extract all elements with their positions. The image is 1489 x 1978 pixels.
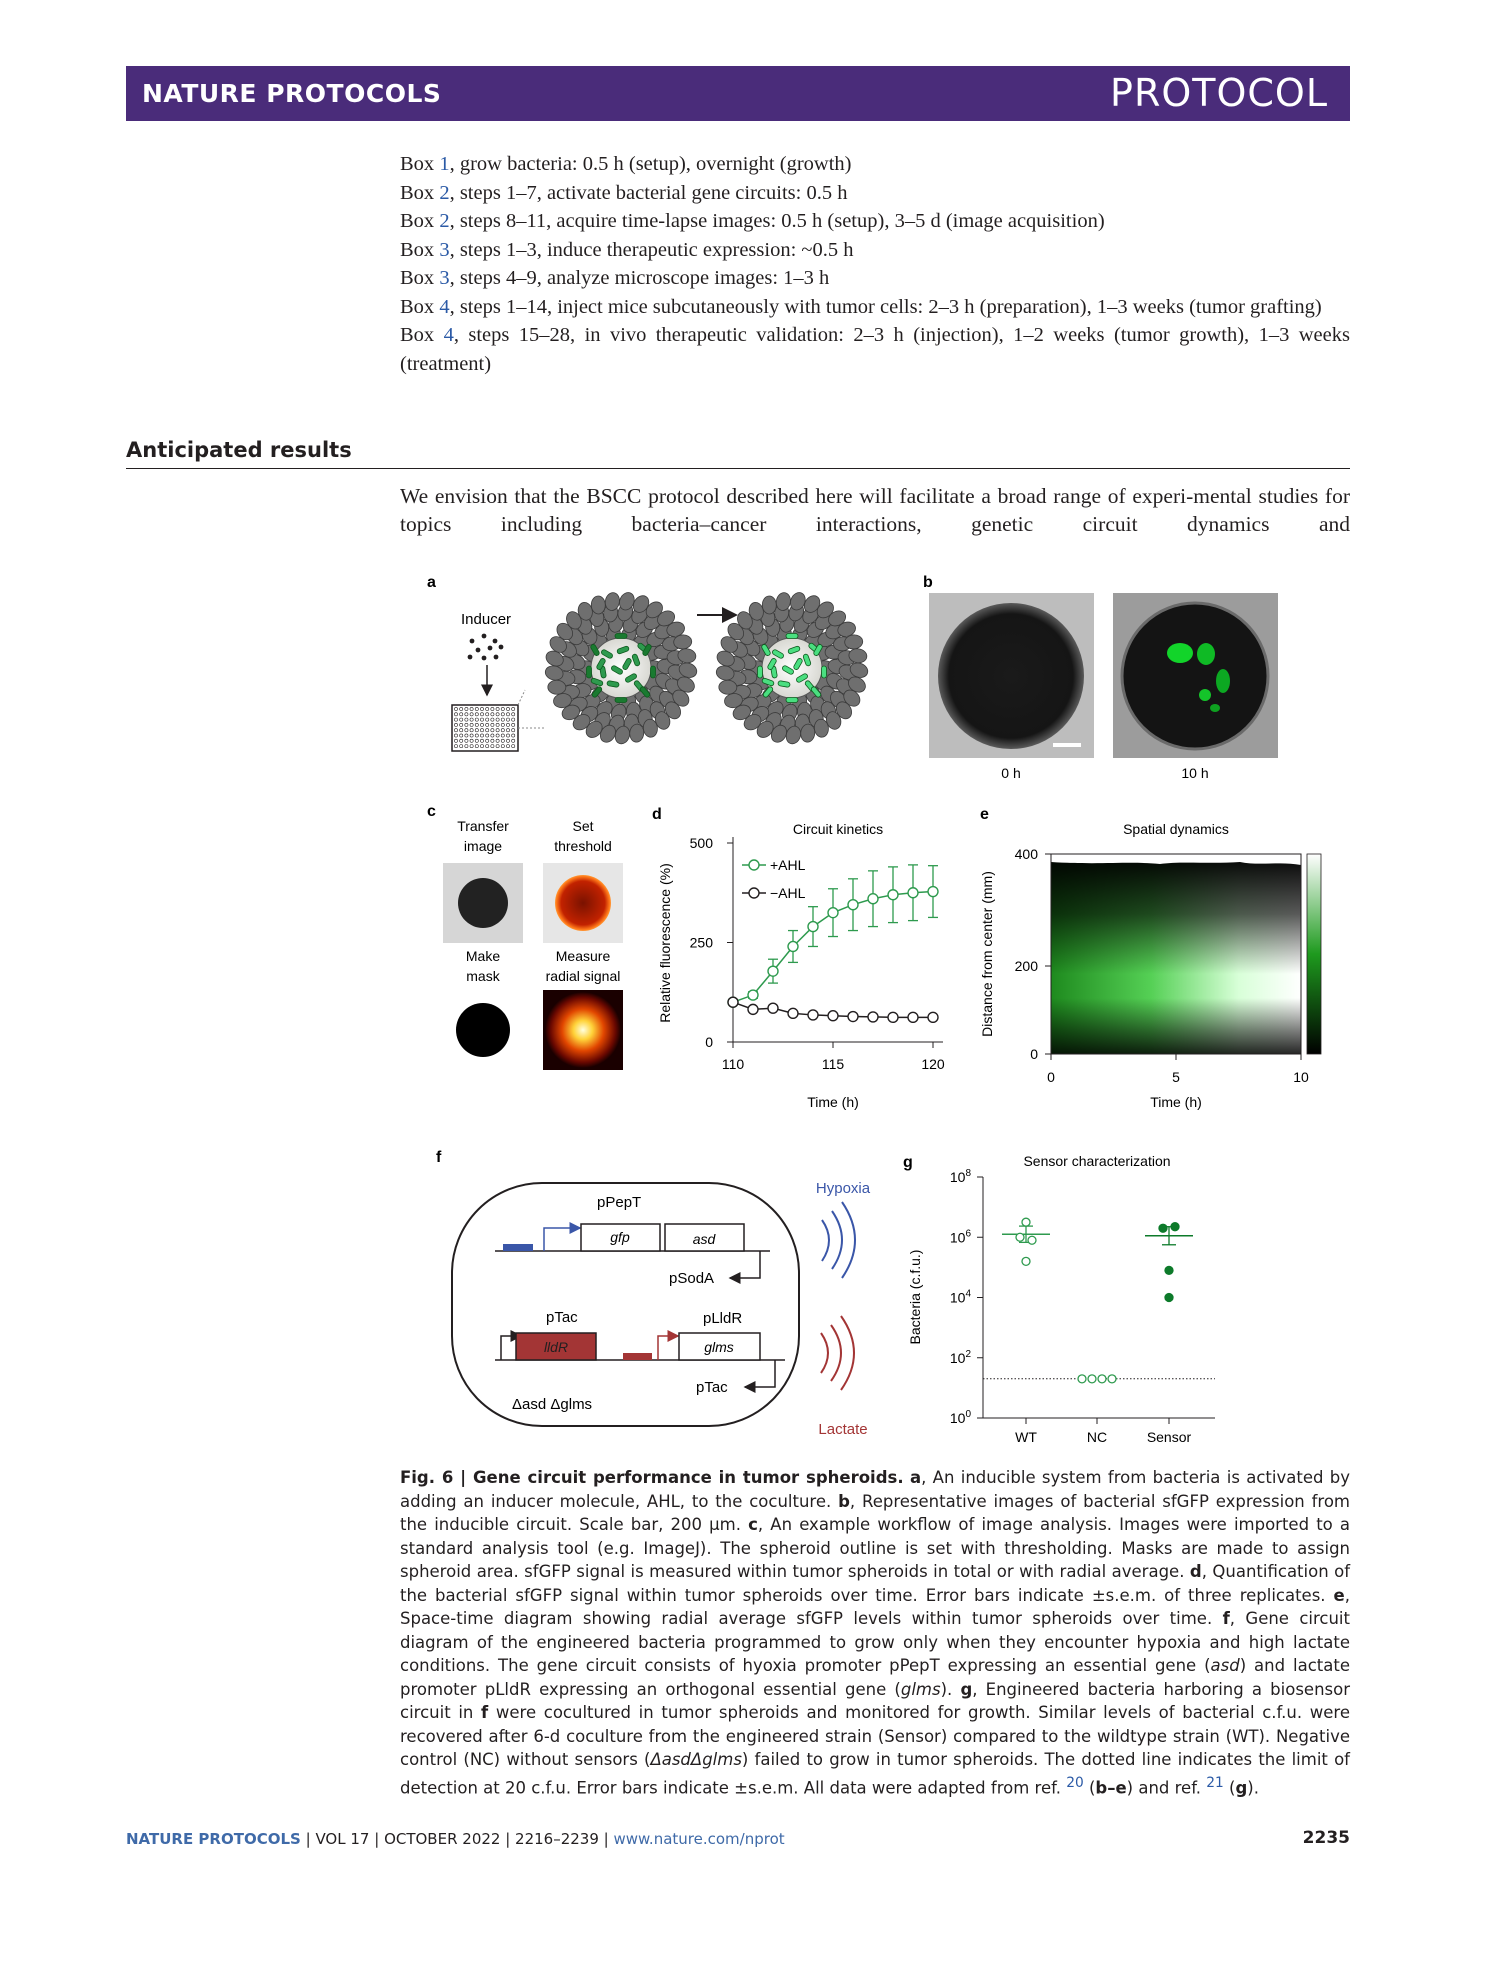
caption-italic-asd: asd (1210, 1656, 1240, 1675)
pSodA-arrow (730, 1251, 760, 1278)
promoter-block-red (623, 1353, 652, 1360)
data-point (788, 1008, 798, 1018)
box-ref-link[interactable]: 2 (439, 181, 450, 204)
x-tick-label: 115 (821, 1056, 845, 1072)
data-point (868, 894, 878, 904)
step-mask-label: Make mask (465, 948, 501, 984)
y-tick-label: 0 (705, 1034, 713, 1050)
y-tick-label: $10^4$ (949, 1288, 971, 1306)
y-axis-label: Relative fluorescence (%) (657, 863, 673, 1023)
caption-italic-strain: ΔasdΔglms (650, 1750, 742, 1769)
caption-label-d: d (1189, 1562, 1202, 1581)
caption-italic-glms: glms (900, 1679, 941, 1699)
lactate-waves (821, 1316, 854, 1390)
data-point (1159, 1224, 1167, 1232)
data-point (848, 1012, 858, 1022)
data-point (928, 887, 938, 897)
timing-list (400, 150, 1350, 378)
figure-svg (400, 565, 1350, 1455)
footer-url-link[interactable]: www.nature.com/nprot (613, 1830, 785, 1848)
timing-line (400, 236, 1350, 265)
timing-prefix: Box (400, 295, 440, 318)
box-ref-link[interactable]: 4 (439, 295, 450, 318)
data-point (728, 997, 738, 1007)
caption-ref-be: b–e (1095, 1778, 1127, 1797)
caption-text-g4: ) and ref. (1126, 1778, 1207, 1797)
bacterium (786, 634, 798, 639)
data-point (1098, 1375, 1106, 1383)
footer-volume: VOL 17 (315, 1830, 370, 1848)
data-point (1016, 1233, 1024, 1241)
data-point (1078, 1375, 1086, 1383)
data-point (748, 990, 758, 1000)
tumor-cell (548, 680, 567, 695)
pTac-label: pTac (546, 1309, 578, 1326)
section-type: PROTOCOL (1110, 71, 1328, 115)
glms-gene-label: glms (704, 1339, 734, 1355)
y-tick-label: 250 (689, 934, 713, 951)
thumb-threshold (543, 863, 623, 943)
timing-text: , steps 1–7, activate bacterial gene circuits: 0.5 h (449, 181, 848, 204)
chart-e-xlabel: Time (h) (1150, 1094, 1202, 1110)
tumor-cell (719, 680, 738, 695)
spheroid-before (543, 590, 698, 746)
data-point (868, 1012, 878, 1022)
gene-circuit-diagram (452, 1183, 799, 1426)
thumb-transfer-image (443, 863, 523, 943)
caption-ref-f: f (481, 1703, 489, 1722)
caption-text-g3: ) failed to grow in tumor spheroids. The dotted line indicates the limit of detection at 20 c.f.u. Error bars indicate ±s.e.m. All data were adapted from ref. (400, 1750, 1350, 1797)
pTac2-label: pTac (696, 1379, 728, 1396)
data-point (928, 1012, 938, 1022)
lldR-gene-label: lldR (543, 1339, 569, 1355)
timing-text: , grow bacteria: 0.5 h (setup), overnight (growth) (449, 153, 852, 175)
panel-label-g: g (903, 1154, 913, 1171)
caption-ref-21[interactable]: 21 (1206, 1774, 1224, 1791)
chart-g-title: Sensor characterization (1023, 1153, 1171, 1169)
journal-name: NATURE PROTOCOLS (142, 79, 442, 108)
box-ref-link[interactable]: 1 (439, 153, 450, 175)
caption-label-c: c (748, 1515, 758, 1534)
data-point (1171, 1223, 1179, 1231)
bacterium (587, 666, 592, 678)
y-tick-label: $10^8$ (949, 1168, 971, 1185)
timing-line (400, 293, 1350, 322)
caption-text-g1: , Engineered bacteria harboring a biosensor circuit in (400, 1679, 1350, 1722)
chart-e-title: Spatial dynamics (1123, 821, 1229, 837)
chart-circuit-kinetics (657, 821, 945, 1110)
timing-prefix: Box (400, 238, 440, 261)
x-tick-label: NC (1086, 1429, 1108, 1445)
page-number: 2235 (1302, 1828, 1350, 1848)
promoter-block-blue (503, 1244, 533, 1251)
pSodA-label: pSodA (669, 1270, 715, 1287)
chart-e-xtick: 0 (1047, 1069, 1055, 1085)
timing-line (400, 207, 1350, 236)
timing-prefix: Box (400, 210, 440, 232)
legend-marker (749, 860, 759, 870)
legend-label: −AHL (770, 885, 806, 901)
thumb-radial-signal (543, 990, 623, 1070)
section-rule (126, 468, 1350, 469)
heatmap-spatial-dynamics (1051, 854, 1301, 1054)
pLldR-arrow (658, 1336, 678, 1360)
box-ref-link[interactable]: 2 (439, 210, 450, 232)
panel-label-b: b (923, 574, 933, 591)
hypoxia-label: Hypoxia (815, 1180, 871, 1197)
timing-text: , steps 15–28, in vivo therapeutic validation: 2–3 h (injection), 1–2 weeks (tumor growth), 1–3 weeks (treatment) (400, 324, 1350, 375)
zoom-line (518, 690, 525, 705)
data-point (768, 1003, 778, 1013)
footer-sep: | (598, 1830, 614, 1848)
step-transfer-label: Transfer image (457, 818, 509, 854)
pPepT-label: pPepT (597, 1194, 642, 1211)
panel-label-f: f (436, 1149, 442, 1166)
caption-label-e: e (1333, 1585, 1345, 1605)
chart-e-xtick: 10 (1293, 1069, 1309, 1085)
tumor-cell (591, 596, 605, 614)
chart-e-ytick: 0 (1030, 1046, 1038, 1062)
pLldR-label: pLldR (703, 1310, 743, 1327)
timing-text: , steps 1–3, induce therapeutic expression: ~0.5 h (449, 238, 854, 261)
data-point (828, 1011, 838, 1021)
bacterium (822, 666, 827, 678)
timing-prefix: Box (400, 181, 440, 204)
panel-label-a: a (427, 574, 436, 591)
caption-text-g5: ). (1247, 1778, 1259, 1797)
timing-line (400, 150, 1350, 179)
scale-bar (1053, 743, 1081, 747)
inducer-molecules (468, 634, 504, 661)
timing-text: , steps 8–11, acquire time-lapse images: 0.5 h (setup), 3–5 d (image acquisition) (449, 210, 1105, 232)
data-point (808, 1010, 818, 1020)
box-ref-link[interactable]: 3 (439, 267, 450, 289)
micrograph-0h (929, 593, 1094, 758)
bacterium (615, 634, 627, 639)
x-tick-label: 110 (721, 1056, 745, 1072)
footer-sep: | (369, 1830, 385, 1848)
header-bar (126, 66, 1350, 121)
data-point (1165, 1294, 1173, 1302)
x-tick-label: Sensor (1146, 1429, 1192, 1445)
data-point (1108, 1375, 1116, 1383)
bacterium (651, 666, 656, 678)
box-ref-link[interactable]: 3 (439, 238, 450, 261)
caption-text-c: , An example workflow of image analysis. Images were imported to a standard analysis tool (e.g. ImageJ). The spheroid outline is set with thresholding. Masks are made to assign spheroid area. sfGFP signal is measured within tumor spheroids in total or with radial average. (400, 1515, 1351, 1581)
body-paragraph: We envision that the BSCC protocol described here will facilitate a broad range of experi-mental studies for topics including bacteria–cancer interactions, genetic circuit dynamics and (400, 484, 1350, 536)
bacterium (615, 698, 627, 703)
footer-date: OCTOBER 2022 (384, 1830, 501, 1848)
well-plate (452, 705, 518, 751)
colorbar (1307, 854, 1321, 1054)
chart-d-title: Circuit kinetics (792, 821, 884, 837)
footer-sep: | (500, 1830, 516, 1848)
data-point (1088, 1375, 1096, 1383)
chart-e-ytick: 200 (1014, 958, 1038, 974)
panel-label-e: e (980, 806, 989, 823)
timing-line (400, 179, 1350, 208)
data-point (788, 941, 798, 951)
legend-marker (749, 888, 759, 898)
data-point (768, 966, 778, 976)
chart-e-ylabel: Distance from center (mm) (979, 871, 995, 1037)
timing-text: , steps 4–9, analyze microscope images: 1–3 h (449, 267, 830, 289)
data-point (848, 900, 858, 910)
data-point (888, 1012, 898, 1022)
box-ref-link[interactable]: 4 (443, 324, 454, 346)
timing-prefix: Box (400, 324, 444, 346)
footer (126, 1830, 785, 1848)
data-point (908, 888, 918, 898)
step-radial-label: Measure radial signal (545, 948, 621, 984)
data-point (1165, 1266, 1173, 1274)
footer-sep: | (300, 1830, 316, 1848)
time-10h-label: 10 h (1181, 765, 1209, 781)
caption-ref-20[interactable]: 20 (1066, 1774, 1084, 1791)
caption-text-f2: ) and lactate promoter pLldR expressing an orthogonal essential gene ( (400, 1656, 1350, 1699)
caption-text-a: , An inducible system from bacteria is activated by adding an inducer molecule, AHL, to the coculture. (400, 1468, 1351, 1511)
time-0h-label: 0 h (1001, 765, 1021, 781)
micrograph-10h (1113, 593, 1278, 758)
y-tick-label: $10^6$ (949, 1228, 971, 1246)
spheroid-after (714, 590, 869, 746)
caption-text-g2: were cocultured in tumor spheroids and monitored for growth. Similar levels of bacterial c.f.u. were recovered after 6-d coculture from the engineered strain (Sensor) compared to the wildtype strain (WT). Negative control (NC) without sensors ( (400, 1703, 1350, 1769)
panel-label-d: d (652, 806, 662, 823)
data-point (748, 1004, 758, 1014)
caption-text-b: , Representative images of bacterial sfGFP expression from the inducible circuit. Scale bar, 200 μm. (400, 1491, 1350, 1534)
figure-caption: Fig. 6 | Gene circuit performance in tumor spheroids. a, An inducible system from bacteria is activated by adding an inducer molecule, AHL, to the coculture. b, Representative images of bacterial sfGFP expression from the inducible circuit. Scale bar, 200 μm. c, An example workflow of image analysis. Images were imported to a standard analysis tool (e.g. ImageJ). The spheroid outline is set with thresholding. Masks are made to assign spheroid area. sfGFP signal is measured within tumor spheroids in total or with radial average. d, Quantification of the bacterial sfGFP signal within tumor spheroids over time. Error bars indicate ±s.e.m. of three replicates. e, Space-time diagram showing radial average sfGFP levels within tumor spheroids over time. f, Gene circuit diagram of the engineered bacteria programmed to grow only when they encounter hypoxia and high lactate conditions. The gene circuit consists of hyoxia promoter pPepT expressing an essential gene (asd) and lactate promoter pLldR expressing an orthogonal essential gene (glms). g, Engineered bacteria harboring a biosensor circuit in f were cocultured in tumor spheroids and monitored for growth. Similar levels of bacterial c.f.u. were recovered after 6-d coculture from the engineered strain (Sensor) compared to the wildtype strain (WT). Negative control (NC) without sensors (ΔasdΔglms) failed to grow in tumor spheroids. The dotted line indicates the limit of detection at 20 c.f.u. Error bars indicate ±s.e.m. All data were adapted from ref. $^{20}$ (b–e) and ref. $^{21}$ (g). (400, 1468, 1351, 1797)
caption-label-a: a (909, 1468, 922, 1487)
panel-label-c: c (427, 803, 436, 820)
data-point (808, 922, 818, 932)
caption-ref-g: g (1235, 1778, 1248, 1797)
data-point (1022, 1218, 1030, 1226)
caption-label-g: g (960, 1679, 973, 1699)
caption-text-f1: , Gene circuit diagram of the engineered bacteria programmed to grow only when they encounter hypoxia and high lactate conditions. The gene circuit consists of hyoxia promoter pPepT expressing an essential gene ( (400, 1609, 1350, 1675)
chart-e-xtick: 5 (1172, 1069, 1180, 1085)
hypoxia-waves (822, 1202, 855, 1278)
section-heading: Anticipated results (126, 438, 352, 462)
bacterium (758, 666, 763, 678)
cell-outline (452, 1183, 799, 1426)
y-axis-label: Bacteria (c.f.u.) (907, 1249, 923, 1345)
caption-text-d: , Quantification of the bacterial sfGFP signal within tumor spheroids over time. Error bars indicate ±s.e.m. of three replicates. (400, 1562, 1351, 1605)
step-threshold-label: Set threshold (554, 818, 612, 854)
x-tick-label: WT (1015, 1429, 1037, 1445)
timing-prefix: Box (400, 153, 440, 175)
timing-prefix: Box (400, 267, 440, 289)
timing-line (400, 321, 1350, 378)
timing-line (400, 264, 1350, 293)
tumor-cell (762, 596, 776, 614)
y-tick-label: $10^2$ (949, 1348, 971, 1366)
data-point (828, 908, 838, 918)
y-tick-label: $10^0$ (949, 1409, 971, 1426)
gfp-gene-label: gfp (610, 1229, 630, 1245)
data-point (908, 1012, 918, 1022)
legend-label: +AHL (770, 857, 806, 873)
x-tick-label: 120 (921, 1056, 945, 1072)
inducer-label: Inducer (461, 611, 512, 628)
thumb-mask (456, 1003, 510, 1057)
footer-journal: NATURE PROTOCOLS (126, 1830, 301, 1848)
asd-gene-label: asd (692, 1231, 716, 1247)
y-tick-label: 500 (689, 835, 713, 851)
lactate-label: Lactate (818, 1421, 868, 1438)
footer-pages: 2216–2239 (515, 1830, 599, 1848)
caption-text-e: , Space-time diagram showing radial average sfGFP levels within tumor spheroids over time. (400, 1585, 1350, 1628)
bacterium (786, 698, 798, 703)
x-axis-label: Time (h) (807, 1094, 859, 1110)
data-point (1022, 1257, 1030, 1265)
pPepT-arrow (544, 1228, 580, 1251)
chart-sensor-characterization (907, 1153, 1215, 1445)
chart-e-ytick: 400 (1014, 846, 1038, 862)
timing-text: , steps 1–14, inject mice subcutaneously with tumor cells: 2–3 h (preparation), 1–3 weeks (tumor grafting) (449, 295, 1322, 318)
caption-title: Fig. 6 | Gene circuit performance in tumor spheroids. (400, 1468, 904, 1487)
caption-text-f3: ). (940, 1679, 953, 1699)
strain-label: Δasd Δglms (512, 1396, 593, 1413)
caption-label-b: b (838, 1491, 850, 1511)
data-point (888, 890, 898, 900)
data-point (1028, 1236, 1036, 1244)
pTac2-arrow (745, 1360, 775, 1387)
figure-6 (400, 565, 1350, 1459)
caption-label-f: f (1222, 1609, 1230, 1628)
